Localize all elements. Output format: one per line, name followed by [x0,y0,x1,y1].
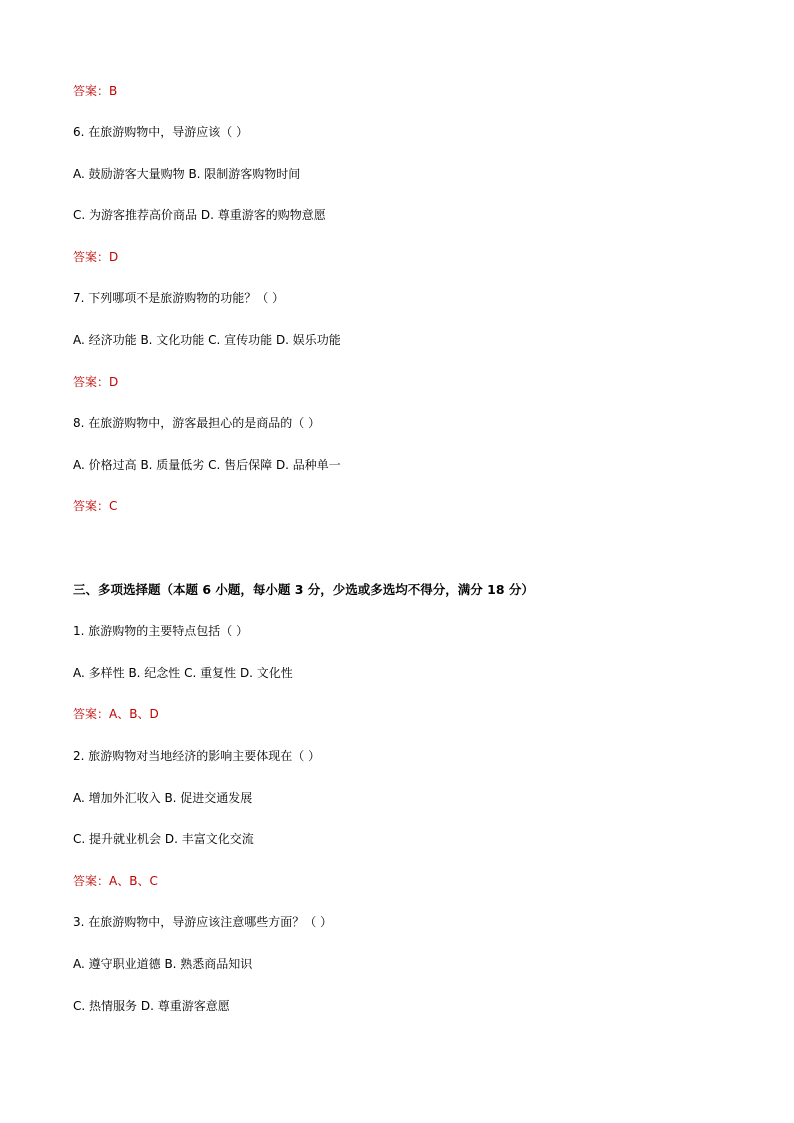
question-line: 8. 在旅游购物中，游客最担心的是商品的（ ） [73,416,321,430]
question-line: 3. 在旅游购物中，导游应该注意哪些方面？（ ） [73,915,333,929]
answer-line: 答案：C [73,499,118,513]
answer-line: 答案：D [73,250,119,264]
option-line: C. 为游客推荐高价商品 D. 尊重游客的购物意愿 [73,208,326,222]
question-line: 6. 在旅游购物中，导游应该（ ） [73,125,249,139]
option-line: A. 增加外汇收入 B. 促进交通发展 [73,791,253,805]
question-line: 2. 旅游购物对当地经济的影响主要体现在（ ） [73,749,321,763]
question-line: 1. 旅游购物的主要特点包括（ ） [73,624,249,638]
option-line: A. 经济功能 B. 文化功能 C. 宣传功能 D. 娱乐功能 [73,333,341,347]
answer-line: 答案：A、B、C [73,874,158,888]
option-line: C. 提升就业机会 D. 丰富文化交流 [73,832,254,846]
answer-line: 答案：D [73,375,119,389]
section-heading: 三、多项选择题（本题 6 小题，每小题 3 分，少选或多选均不得分，满分 18 分） [73,582,534,597]
answer-line: 答案：A、B、D [73,707,159,721]
option-line: A. 价格过高 B. 质量低劣 C. 售后保障 D. 品种单一 [73,458,341,472]
question-line: 7. 下列哪项不是旅游购物的功能？（ ） [73,291,285,305]
answer-line: 答案：B [73,84,118,98]
option-line: C. 热情服务 D. 尊重游客意愿 [73,999,230,1013]
option-line: A. 多样性 B. 纪念性 C. 重复性 D. 文化性 [73,666,293,680]
option-line: A. 鼓励游客大量购物 B. 限制游客购物时间 [73,167,301,181]
option-line: A. 遵守职业道德 B. 熟悉商品知识 [73,957,253,971]
